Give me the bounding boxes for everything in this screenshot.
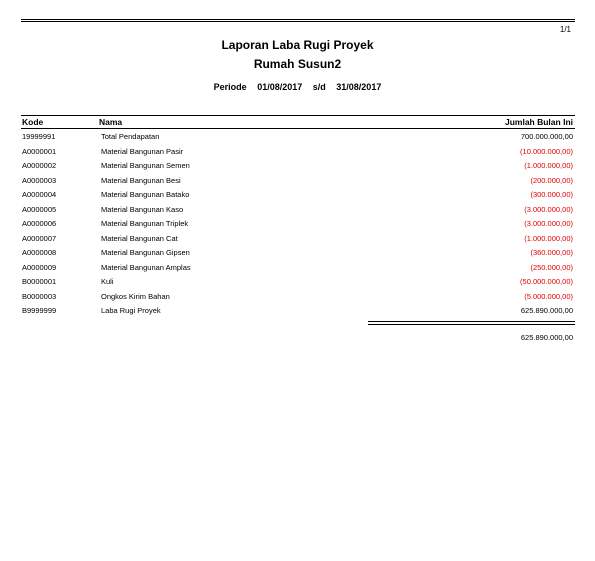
report-table-body [0, 130, 595, 319]
row-nilai: (10.000.000,00) [520, 146, 573, 156]
row-nilai: (250.000,00) [530, 262, 573, 272]
row-nama: Material Bangunan Cat [101, 233, 178, 243]
row-nama: Material Bangunan Semen [101, 161, 190, 170]
row-nilai: (1.000.000,00) [524, 233, 573, 243]
column-header-nama: Nama [99, 117, 123, 127]
row-nilai: (1.000.000,00) [524, 161, 573, 170]
table-row [0, 217, 595, 232]
table-row [0, 304, 595, 319]
column-header-kode: Kode [22, 117, 44, 127]
row-kode: 19999991 [22, 132, 56, 141]
row-nilai: (360.000,00) [530, 248, 573, 257]
row-nama: Material Bangunan Amplas [101, 262, 191, 272]
row-nilai: (300.000,00) [530, 190, 573, 199]
report-period [0, 82, 595, 92]
period-label: Periode [213, 82, 247, 92]
row-kode: A0000006 [22, 219, 57, 228]
row-nama: Material Bangunan Pasir [101, 146, 184, 156]
row-nilai: (3.000.000,00) [524, 204, 573, 214]
header-top-rule [21, 115, 575, 116]
row-nama: Material Bangunan Batako [101, 190, 190, 199]
total-double-rule-bottom [368, 324, 575, 325]
table-row [0, 145, 595, 160]
row-nilai: (50.000.000,00) [520, 277, 573, 286]
row-kode: A0000001 [22, 146, 57, 156]
row-nama: Kuli [101, 277, 114, 286]
top-border-line [21, 19, 575, 20]
period-end: 31/08/2017 [336, 82, 382, 92]
table-row [0, 232, 595, 247]
row-kode: A0000003 [22, 175, 57, 185]
table-row [0, 159, 595, 174]
report-title: Laporan Laba Rugi Proyek [221, 38, 374, 52]
row-nilai: 625.890.000,00 [520, 306, 573, 315]
row-nama: Material Bangunan Kaso [101, 204, 184, 214]
row-nilai: (3.000.000,00) [524, 219, 573, 228]
row-kode: A0000008 [22, 248, 57, 257]
row-nama: Material Bangunan Triplek [101, 219, 189, 228]
table-row [0, 261, 595, 276]
period-start: 01/08/2017 [257, 82, 303, 92]
row-kode: A0000007 [22, 233, 57, 243]
row-nama: Laba Rugi Proyek [101, 306, 161, 315]
row-nilai: (200.000,00) [530, 175, 573, 185]
table-row [0, 188, 595, 203]
row-nama: Material Bangunan Gipsen [101, 248, 190, 257]
table-row [0, 174, 595, 189]
row-nama: Material Bangunan Besi [101, 175, 181, 185]
row-nilai: 700.000.000,00 [520, 132, 573, 141]
grand-total-value: 625.890.000,00 [520, 333, 573, 342]
row-kode: A0000005 [22, 204, 57, 214]
row-nama: Ongkos Kirim Bahan [101, 291, 170, 301]
row-kode: A0000002 [22, 161, 57, 170]
page-number: 1/1 [559, 25, 571, 34]
row-nama: Total Pendapatan [101, 132, 160, 141]
table-row [0, 290, 595, 305]
header-bottom-rule [21, 128, 575, 129]
row-nilai: (5.000.000,00) [524, 291, 573, 301]
report-subtitle: Rumah Susun2 [253, 57, 342, 71]
table-row [0, 203, 595, 218]
table-row [0, 246, 595, 261]
row-kode: B0000001 [22, 277, 57, 286]
row-kode: B9999999 [22, 306, 57, 315]
period-separator: s/d [312, 82, 326, 92]
column-header-jumlah: Jumlah Bulan Ini [504, 117, 573, 127]
row-kode: A0000004 [22, 190, 57, 199]
row-kode: B0000003 [22, 291, 57, 301]
table-row [0, 130, 595, 145]
table-row [0, 275, 595, 290]
total-double-rule-top [368, 321, 575, 322]
top-border-line-inner [21, 21, 575, 22]
row-kode: A0000009 [22, 262, 57, 272]
